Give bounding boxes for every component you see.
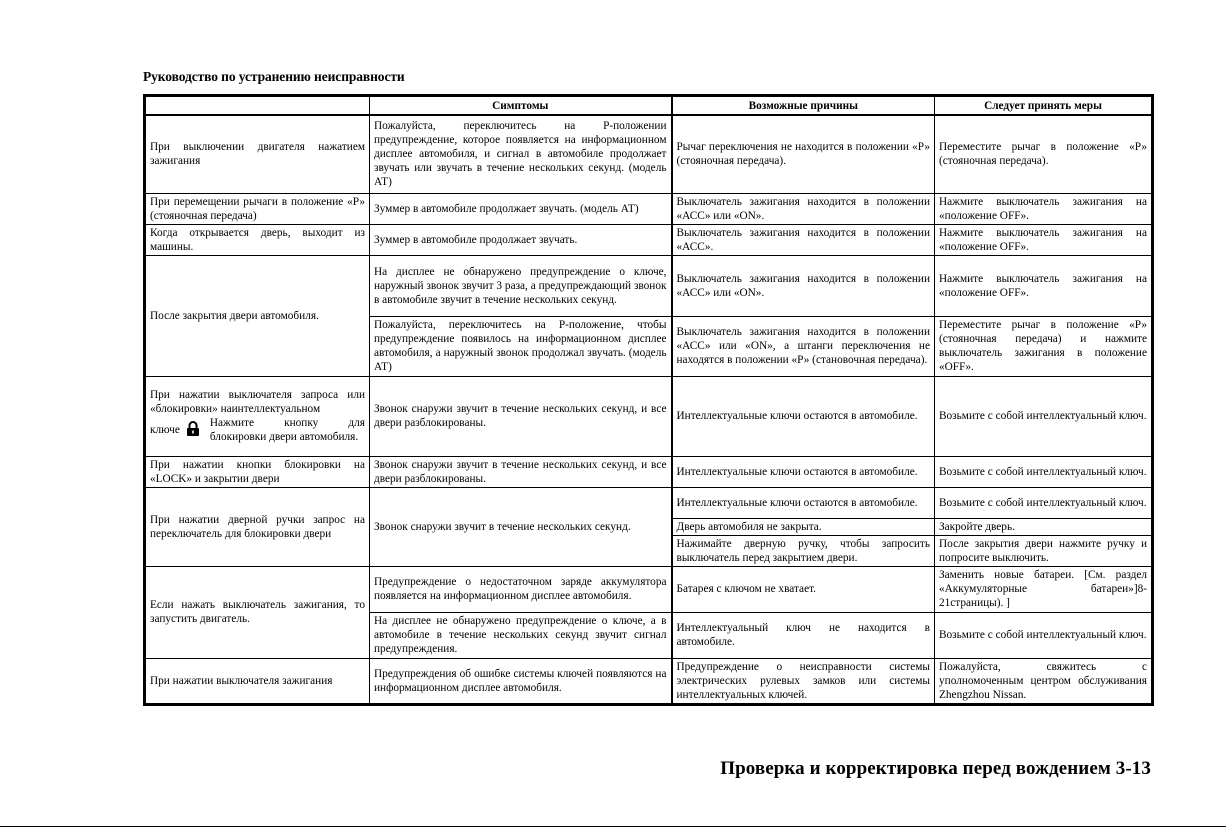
- table-header-row: [145, 96, 1153, 116]
- troubleshooting-table: [143, 94, 1154, 706]
- cause-cell: Выключатель зажигания находится в положении «АСС» или «ON».: [672, 193, 935, 224]
- action-cell: После закрытия двери нажмите ручку и попросите выключить.: [935, 535, 1153, 566]
- situation-line-with-icon: [150, 416, 365, 444]
- cause-cell: Нажимайте дверную ручку, чтобы запросить выключатель перед закрытием двери.: [672, 535, 935, 566]
- page-title: Руководство по устранению неисправности: [143, 69, 405, 84]
- header-causes: Возможные причины: [672, 96, 935, 116]
- table-row: [145, 376, 1153, 456]
- cause-cell: Интеллектуальные ключи остаются в автомобиле.: [672, 456, 935, 487]
- table-row: [145, 487, 1153, 518]
- action-cell: Нажмите выключатель зажигания на «положение OFF».: [935, 255, 1153, 316]
- cause-cell: Интеллектуальный ключ не находится в автомобиле.: [672, 612, 935, 658]
- action-cell: Заменить новые батареи. [См. раздел «Аккумуляторные батареи»]8-21страницы). ]: [935, 566, 1153, 612]
- situation-cell: После закрытия двери автомобиля.: [145, 255, 370, 376]
- cause-cell: Предупреждение о неисправности системы электрических рулевых замков или системы интеллектуальных ключей.: [672, 658, 935, 704]
- cause-cell: Выключатель зажигания находится в положении «АСС».: [672, 224, 935, 255]
- symptom-cell: Предупреждения об ошибке системы ключей появляются на информационном дисплее автомобиля.: [370, 658, 672, 704]
- situation-cell: При перемещении рычаги в положение «Р» (стояночная передача): [145, 193, 370, 224]
- header-symptoms: Симптомы: [370, 96, 672, 116]
- cause-cell: Дверь автомобиля не закрыта.: [672, 518, 935, 535]
- symptom-cell: Зуммер в автомобиле продолжает звучать. (модель АТ): [370, 193, 672, 224]
- table-row: [145, 456, 1153, 487]
- symptom-cell: Пожалуйста, переключитесь на Р-положении предупреждение, которое появляется на информационном дисплее автомобиля, и сигнал в автомобиле продолжает звучать или звучать в течение нескольких секунд. (модель АТ): [370, 115, 672, 193]
- situation-cell: [145, 376, 370, 456]
- action-cell: Переместите рычаг в положение «Р» (стояночная передача) и нажмите выключатель зажигания в положение «OFF».: [935, 316, 1153, 376]
- header-actions: Следует принять меры: [935, 96, 1153, 116]
- situation-cell: При нажатии кнопки блокировки на «LOCK» и закрытии двери: [145, 456, 370, 487]
- cause-cell: Выключатель зажигания находится в положении «АСС» или «ON», а штанги переключения не находятся в положении «Р» (становочная передача).: [672, 316, 935, 376]
- action-cell: Пожалуйста, свяжитесь с уполномоченным центром обслуживания Zhengzhou Nissan.: [935, 658, 1153, 704]
- situation-cell: При нажатии дверной ручки запрос на переключатель для блокировки двери: [145, 487, 370, 566]
- table-row: [145, 566, 1153, 612]
- action-cell: Возьмите с собой интеллектуальный ключ.: [935, 487, 1153, 518]
- table-row: [145, 224, 1153, 255]
- cause-cell: Интеллектуальные ключи остаются в автомобиле.: [672, 487, 935, 518]
- symptom-cell: Предупреждение о недостаточном заряде аккумулятора появляется на информационном дисплее автомобиля.: [370, 566, 672, 612]
- table-row: [145, 255, 1153, 316]
- symptom-cell: Звонок снаружи звучит в течение нескольких секунд, и все двери разблокированы.: [370, 456, 672, 487]
- footer-page-title: Проверка и корректировка перед вождением 3-13: [720, 758, 1151, 779]
- cause-cell: Выключатель зажигания находится в положении «АСС» или «ON».: [672, 255, 935, 316]
- situation-text-2: ключе: [150, 424, 180, 436]
- cause-cell: Батарея с ключом не хватает.: [672, 566, 935, 612]
- situation-text-1: При нажатии выключателя запроса или «блокировки» наинтеллектуальном: [150, 389, 365, 415]
- action-cell: Нажмите выключатель зажигания на «положение OFF».: [935, 224, 1153, 255]
- symptom-cell: Звонок снаружи звучит в течение нескольких секунд.: [370, 487, 672, 566]
- action-cell: Возьмите с собой интеллектуальный ключ.: [935, 456, 1153, 487]
- symptom-cell: Звонок снаружи звучит в течение нескольких секунд, и все двери разблокированы.: [370, 376, 672, 456]
- table-row: [145, 658, 1153, 704]
- action-cell: Нажмите выключатель зажигания на «положение OFF».: [935, 193, 1153, 224]
- action-cell: Переместите рычаг в положение «Р» (стояночная передача).: [935, 115, 1153, 193]
- action-cell: Закройте дверь.: [935, 518, 1153, 535]
- situation-cell: При нажатии выключателя зажигания: [145, 658, 370, 704]
- table-row: [145, 193, 1153, 224]
- situation-cell: При выключении двигателя нажатием зажигания: [145, 115, 370, 193]
- table-row: [145, 115, 1153, 193]
- symptom-cell: Пожалуйста, переключитесь на Р-положение, чтобы предупреждение появилось на информационном дисплее автомобиля, а наружный звонок продолжал звучать. (модель АТ): [370, 316, 672, 376]
- action-cell: Возьмите с собой интеллектуальный ключ.: [935, 376, 1153, 456]
- lock-icon: [186, 421, 200, 440]
- situation-cell: Если нажать выключатель зажигания, то запустить двигатель.: [145, 566, 370, 658]
- situation-cell: Когда открывается дверь, выходит из машины.: [145, 224, 370, 255]
- symptom-cell: На дисплее не обнаружено предупреждение о ключе, наружный звонок звучит 3 раза, а предупреждающий звонок в автомобиле звучит в течение нескольких секунд.: [370, 255, 672, 316]
- cause-cell: Рычаг переключения не находится в положении «Р» (стояночная передача).: [672, 115, 935, 193]
- situation-text-3: Нажмите кнопку для блокировки двери автомобиля.: [209, 417, 365, 443]
- symptom-cell: На дисплее не обнаружено предупреждение о ключе, а в автомобиле в течение нескольких секунд звучит сигнал предупреждения.: [370, 612, 672, 658]
- symptom-cell: Зуммер в автомобиле продолжает звучать.: [370, 224, 672, 255]
- cause-cell: Интеллектуальные ключи остаются в автомобиле.: [672, 376, 935, 456]
- action-cell: Возьмите с собой интеллектуальный ключ.: [935, 612, 1153, 658]
- header-situation: [145, 96, 370, 116]
- bottom-divider: [0, 826, 1226, 827]
